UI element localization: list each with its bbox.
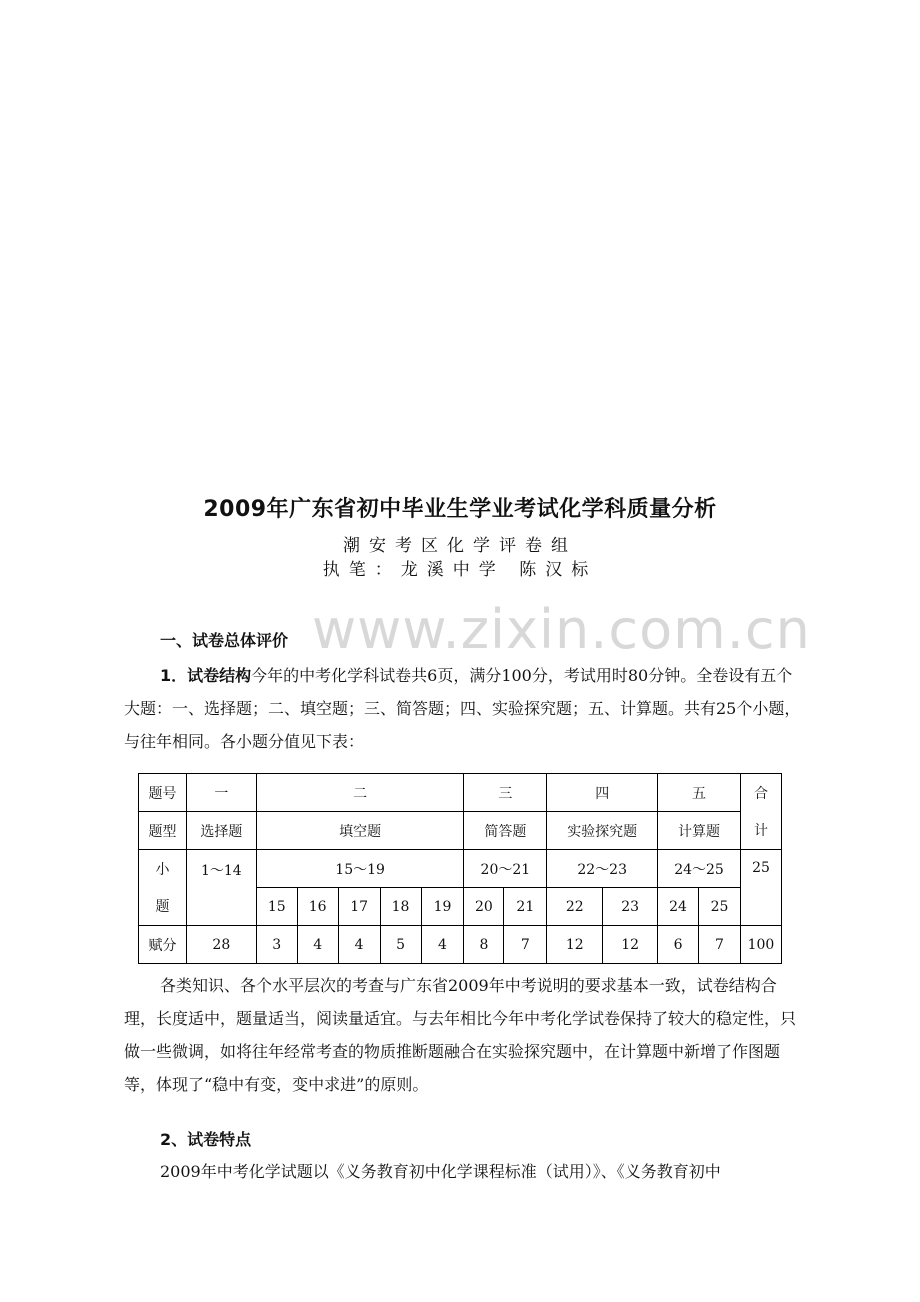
table-cell: 12: [603, 926, 658, 964]
table-cell: 5: [380, 926, 421, 964]
table-cell: 100: [740, 926, 781, 964]
table-row: [139, 926, 782, 964]
table-cell: 21: [504, 888, 547, 926]
table-cell: 24: [658, 888, 699, 926]
author-group: 潮安考区化学评卷组: [343, 536, 577, 556]
table-cell: 五: [658, 774, 741, 812]
table-cell: 19: [421, 888, 464, 926]
table-row: [139, 850, 782, 888]
table-cell: 填空题: [256, 812, 464, 850]
table-row: [139, 774, 782, 812]
paragraph-summary: 各类知识、各个水平层次的考查与广东省2009年中考说明的要求基本一致，试卷结构合理，长度适中，题量适当，阅读量适宜。与去年相比今年中考化学试卷保持了较大的稳定性，只做一些微调，如将往年经常考查的物质推断题融合在实验探究题中，在计算题中新增了作图题等，体现了“稳中有变，变中求进”的原则。: [124, 976, 797, 1094]
table-cell: 题型: [139, 812, 187, 850]
author-line: 执笔：龙溪中学 陈汉标: [322, 560, 598, 580]
table-cell: 四: [547, 774, 658, 812]
table-cell: 20～21: [464, 850, 547, 888]
table-cell: 4: [338, 926, 380, 964]
table-cell: 25: [740, 850, 781, 926]
table-cell: 计算题: [658, 812, 741, 850]
table-cell: 24～25: [658, 850, 741, 888]
table-cell: 12: [547, 926, 603, 964]
item-label: 1．试卷结构: [160, 666, 252, 685]
table-cell: 17: [338, 888, 380, 926]
table-cell: 7: [699, 926, 741, 964]
table-cell: 28: [186, 926, 256, 964]
table-cell: 三: [464, 774, 547, 812]
table-cell: 简答题: [464, 812, 547, 850]
table-cell: 25: [699, 888, 741, 926]
table-cell: 计: [740, 812, 781, 850]
table-row: [139, 812, 782, 850]
table-cell: 赋分: [139, 926, 187, 964]
table-cell: 二: [256, 774, 464, 812]
paragraph-structure: [124, 659, 804, 758]
document-title: 2009年广东省初中毕业生学业考试化学科质量分析: [203, 497, 717, 522]
table-cell: 22: [547, 888, 603, 926]
paragraph-features: 2009年中考化学试题以《义务教育初中化学课程标准（试用）》、《义务教育初中: [160, 1162, 721, 1181]
table-cell: 22～23: [547, 850, 658, 888]
table-cell: 题号: [139, 774, 187, 812]
table-cell: 23: [603, 888, 658, 926]
table-cell: 15～19: [256, 850, 464, 888]
table-cell: 4: [297, 926, 338, 964]
table-cell: 8: [464, 926, 504, 964]
section-heading-1: 一、试卷总体评价: [160, 631, 289, 650]
table-cell: 6: [658, 926, 699, 964]
item-text: 今年的中考化学科试卷共6页，满分100分，考试用时80分钟。全卷设有五个大题：一、选择题；二、填空题；三、简答题；四、实验探究题；五、计算题。共有25个小题，与往年相同。各小题分值见下表：: [124, 666, 801, 751]
table-cell: 一: [186, 774, 256, 812]
table-cell: 20: [464, 888, 504, 926]
table-cell: 小: [139, 850, 187, 888]
table-cell: 18: [380, 888, 421, 926]
table-cell: 4: [421, 926, 464, 964]
table-cell: 合: [740, 774, 781, 812]
table-cell: 选择题: [186, 812, 256, 850]
table-cell: 1～14: [186, 850, 256, 926]
section-heading-2: 2、试卷特点: [160, 1130, 252, 1149]
table-cell: 7: [504, 926, 547, 964]
table-cell: 实验探究题: [547, 812, 658, 850]
watermark: www.zixin.com.cn: [312, 598, 811, 661]
table-cell: 16: [297, 888, 338, 926]
table-cell: 15: [256, 888, 297, 926]
score-table: [138, 773, 782, 964]
table-cell: 题: [139, 888, 187, 926]
table-cell: 3: [256, 926, 297, 964]
